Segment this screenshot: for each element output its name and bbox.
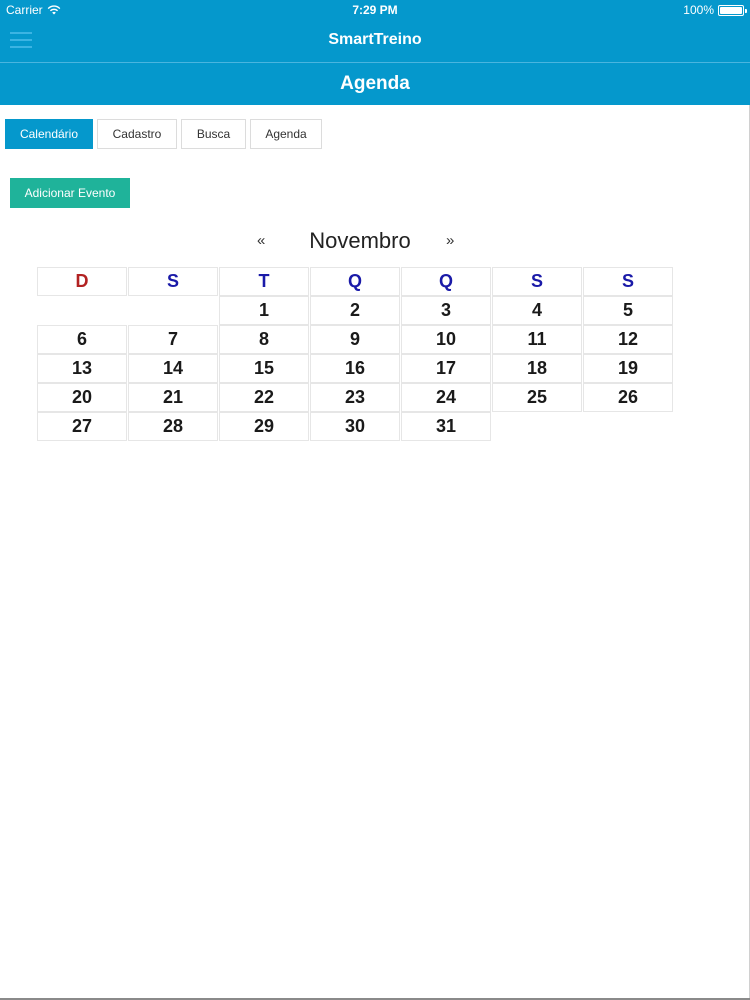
day-cell[interactable]: 30 bbox=[310, 412, 400, 441]
battery-label: 100% bbox=[683, 3, 714, 17]
day-cell[interactable]: 13 bbox=[37, 354, 127, 383]
day-cell[interactable]: 10 bbox=[401, 325, 491, 354]
empty-day-cell bbox=[583, 412, 673, 441]
battery-icon bbox=[718, 5, 744, 16]
section-title: Agenda bbox=[340, 73, 410, 94]
status-time: 7:29 PM bbox=[352, 3, 398, 17]
day-cell[interactable]: 28 bbox=[128, 412, 218, 441]
tab-bar bbox=[5, 119, 322, 149]
day-cell[interactable]: 3 bbox=[401, 296, 491, 325]
day-cell[interactable]: 25 bbox=[492, 383, 582, 412]
weekday-header: S bbox=[583, 267, 673, 296]
calendar-grid bbox=[37, 267, 674, 441]
day-cell[interactable]: 23 bbox=[310, 383, 400, 412]
day-cell[interactable]: 2 bbox=[310, 296, 400, 325]
chevron-right-double-icon[interactable]: » bbox=[446, 232, 455, 249]
week-row bbox=[37, 383, 674, 412]
app-title: SmartTreino bbox=[328, 31, 422, 48]
day-cell[interactable]: 14 bbox=[128, 354, 218, 383]
weekday-header: S bbox=[492, 267, 582, 296]
day-cell[interactable]: 7 bbox=[128, 325, 218, 354]
week-row bbox=[37, 354, 674, 383]
day-cell[interactable]: 31 bbox=[401, 412, 491, 441]
add-event-button[interactable]: Adicionar Evento bbox=[10, 178, 130, 208]
day-cell[interactable]: 19 bbox=[583, 354, 673, 383]
tab-busca[interactable]: Busca bbox=[181, 119, 246, 149]
day-cell[interactable]: 11 bbox=[492, 325, 582, 354]
day-cell[interactable]: 18 bbox=[492, 354, 582, 383]
day-cell[interactable]: 24 bbox=[401, 383, 491, 412]
day-cell[interactable]: 21 bbox=[128, 383, 218, 412]
weekday-header: D bbox=[37, 267, 127, 296]
day-cell[interactable]: 15 bbox=[219, 354, 309, 383]
carrier-label: Carrier bbox=[6, 3, 43, 17]
week-row bbox=[37, 296, 674, 325]
day-cell[interactable]: 27 bbox=[37, 412, 127, 441]
day-cell[interactable]: 17 bbox=[401, 354, 491, 383]
month-title: Novembro bbox=[309, 228, 411, 253]
section-header bbox=[0, 62, 750, 105]
day-cell[interactable]: 4 bbox=[492, 296, 582, 325]
week-row bbox=[37, 325, 674, 354]
day-cell[interactable]: 16 bbox=[310, 354, 400, 383]
day-cell[interactable]: 20 bbox=[37, 383, 127, 412]
weekday-header: S bbox=[128, 267, 218, 296]
weekday-header-row bbox=[37, 267, 674, 296]
empty-day-cell bbox=[128, 296, 218, 325]
day-cell[interactable]: 5 bbox=[583, 296, 673, 325]
week-row bbox=[37, 412, 674, 441]
day-cell[interactable]: 8 bbox=[219, 325, 309, 354]
day-cell[interactable]: 22 bbox=[219, 383, 309, 412]
month-navigation bbox=[0, 226, 750, 256]
day-cell[interactable]: 1 bbox=[219, 296, 309, 325]
status-battery bbox=[683, 3, 744, 17]
day-cell[interactable]: 26 bbox=[583, 383, 673, 412]
weekday-header: Q bbox=[310, 267, 400, 296]
tab-cadastro[interactable]: Cadastro bbox=[97, 119, 177, 149]
empty-day-cell bbox=[492, 412, 582, 441]
weekday-header: T bbox=[219, 267, 309, 296]
chevron-left-double-icon[interactable]: « bbox=[257, 232, 266, 249]
day-cell[interactable]: 6 bbox=[37, 325, 127, 354]
day-cell[interactable]: 9 bbox=[310, 325, 400, 354]
weekday-header: Q bbox=[401, 267, 491, 296]
day-cell[interactable]: 12 bbox=[583, 325, 673, 354]
day-cell[interactable]: 29 bbox=[219, 412, 309, 441]
empty-day-cell bbox=[37, 296, 127, 325]
tab-calendario[interactable]: Calendário bbox=[5, 119, 93, 149]
tab-agenda[interactable]: Agenda bbox=[250, 119, 322, 149]
nav-bar bbox=[0, 20, 750, 62]
status-bar bbox=[0, 0, 750, 20]
